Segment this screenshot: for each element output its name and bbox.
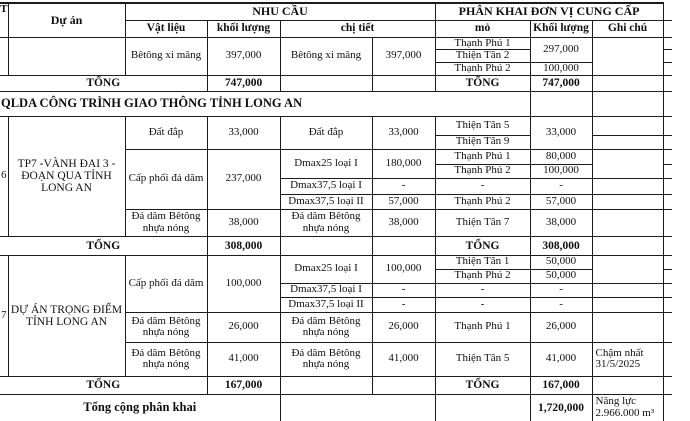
g3-dmax25-detail: Dmax25 loại I: [280, 255, 372, 283]
g3-r2-material: Đá dăm Bêtông nhựa nóng: [125, 312, 207, 342]
empty-cell: [280, 376, 372, 394]
g2-dmax25-mine-1-volume: 80,000: [530, 149, 592, 164]
g1-supply-total-label: TỔNG: [435, 75, 530, 91]
table-edge-stub: [663, 269, 672, 283]
th-phan-khai: PHÂN KHAI ĐƠN VỊ CUNG CẤP: [435, 3, 663, 20]
g2-r3-material: Đá dăm Bêtông nhựa nóng: [125, 209, 207, 236]
g1-mine-volume-3: 100,000: [530, 63, 592, 76]
g1-mine-3: Thạnh Phú 2: [435, 63, 530, 76]
g2-project: TP7 -VÀNH ĐAI 3 - ĐOẠN QUA TỈNH LONG AN: [8, 116, 125, 236]
th-vat-lieu: Vật liệu: [125, 20, 207, 37]
g3-dmax375-2-detail: Dmax37,5 loại II: [280, 297, 372, 312]
g3-dmax375-1-note-cell: [592, 283, 663, 297]
table-edge-stub: [663, 116, 672, 135]
table-edge-stub: [663, 255, 672, 269]
table-edge-stub: [663, 37, 672, 50]
g1-stt-cell: [0, 37, 8, 75]
g2-r3-detail: Đá dăm Bêtông nhựa nóng: [280, 209, 372, 236]
g3-r2-detail-volume: 26,000: [372, 312, 435, 342]
empty-cell: [435, 394, 530, 421]
empty-cell: [592, 91, 663, 116]
g3-project: DỰ ÁN TRỌNG ĐIỂM TỈNH LONG AN: [8, 255, 125, 376]
g2-r1-material: Đất đắp: [125, 116, 207, 149]
g2-dmax375-2-mine: Thạnh Phú 2: [435, 194, 530, 209]
table-edge-stub: [663, 91, 672, 116]
section-band-title: QLDA CÔNG TRÌNH GIAO THÔNG TỈNH LONG AN: [0, 91, 530, 116]
table-edge-stub: [663, 75, 672, 91]
empty-cell: [280, 394, 435, 421]
g3-dmax25-volume: 100,000: [372, 255, 435, 283]
g3-r3-detail: Đá dăm Bêtông nhựa nóng: [280, 342, 372, 376]
th-nhu-cau: NHU CẦU: [125, 3, 435, 20]
g2-r3-detail-volume: 38,000: [372, 209, 435, 236]
g2-dmax25-mine-2-volume: 100,000: [530, 164, 592, 178]
th-du-an: Dự án: [8, 3, 125, 37]
g2-r1-mine-volume: 33,000: [530, 116, 592, 149]
g2-r2-material: Cấp phối đá dăm: [125, 149, 207, 209]
table-edge-stub: [663, 283, 672, 297]
th-mo: mỏ: [435, 20, 530, 37]
table-edge-stub: [663, 194, 672, 209]
g3-dmax25-note-cell: [592, 255, 663, 283]
grand-total-volume: 1,720,000: [530, 394, 592, 421]
g2-r1-note-cell: [592, 116, 663, 135]
empty-cell: [280, 75, 372, 91]
th-khoi-luong-need: khối lượng: [207, 20, 280, 37]
g1-supply-total-volume: 747,000: [530, 75, 592, 91]
g2-r3-note-cell: [592, 209, 663, 236]
g3-r3-detail-volume: 41,000: [372, 342, 435, 376]
g1-total-volume: 747,000: [207, 75, 280, 91]
th-khoi-luong-supply: Khối lượng: [530, 20, 592, 37]
grand-total-label: Tổng cộng phân khai: [0, 394, 280, 421]
g3-r3-note: Chậm nhất 31/5/2025: [592, 342, 663, 376]
g2-supply-total-label: TỔNG: [435, 236, 530, 255]
g3-r3-mine-volume: 41,000: [530, 342, 592, 376]
table-edge-stub: [663, 297, 672, 312]
empty-cell: [372, 376, 435, 394]
th-stt: T: [0, 3, 8, 37]
g3-r2-mine: Thạnh Phú 1: [435, 312, 530, 342]
g2-dmax375-1-volume: -: [372, 178, 435, 194]
g2-dmax25-detail: Dmax25 loại I: [280, 149, 372, 178]
table-edge-stub: [663, 178, 672, 194]
g3-dmax375-2-mine: -: [435, 297, 530, 312]
table-edge-stub: [663, 312, 672, 342]
table-edge-stub: [663, 342, 672, 376]
empty-cell: [280, 236, 372, 255]
g3-r2-mine-volume: 26,000: [530, 312, 592, 342]
table-edge-stub: [663, 164, 672, 178]
g3-r3-material: Đá dăm Bêtông nhựa nóng: [125, 342, 207, 376]
g2-dmax375-1-mine-volume: -: [530, 178, 592, 194]
empty-cell: [372, 236, 435, 255]
g3-dmax375-1-mine-volume: -: [530, 283, 592, 297]
empty-cell: [592, 376, 663, 394]
g3-supply-total-label: TỔNG: [435, 376, 530, 394]
empty-cell: [592, 236, 663, 255]
g1-note-cell: [592, 37, 663, 75]
g3-r3-volume: 41,000: [207, 342, 280, 376]
g3-r1-volume: 100,000: [207, 255, 280, 312]
g2-r1-detail-volume: 33,000: [372, 116, 435, 149]
table-edge-stub: [663, 135, 672, 149]
grand-total-note: Năng lực 2.966.000 m³: [592, 394, 663, 421]
g2-dmax25-note-cell: [592, 149, 663, 178]
g2-dmax375-2-note-cell: [592, 194, 663, 209]
g1-mine-2: Thiện Tân 2: [435, 50, 530, 63]
g2-r1-volume: 33,000: [207, 116, 280, 149]
g2-r1-mine-2: Thiện Tân 9: [435, 135, 530, 149]
g3-r1-material: Cấp phối đá dăm: [125, 255, 207, 312]
g1-detail: Bêtông xi măng: [280, 37, 372, 75]
g2-dmax25-mine-1: Thạnh Phú 1: [435, 149, 530, 164]
g2-dmax375-1-detail: Dmax37,5 loại I: [280, 178, 372, 194]
g2-dmax375-2-mine-volume: 57,000: [530, 194, 592, 209]
g2-total-volume: 308,000: [207, 236, 280, 255]
g2-dmax375-2-volume: 57,000: [372, 194, 435, 209]
th-ghi-chu: Ghi chú: [592, 20, 663, 37]
empty-cell: [592, 75, 663, 91]
g2-total-label: TỔNG: [0, 236, 207, 255]
table-edge-stub: [663, 50, 672, 63]
g3-total-label: TỔNG: [0, 376, 207, 394]
g3-r2-note-cell: [592, 312, 663, 342]
g1-mine-volume-12: 297,000: [530, 37, 592, 63]
g2-supply-total-volume: 308,000: [530, 236, 592, 255]
g3-dmax25-mine-1: Thiện Tân 1: [435, 255, 530, 269]
g3-total-volume: 167,000: [207, 376, 280, 394]
g2-r1-mine-1: Thiện Tân 5: [435, 116, 530, 135]
empty-cell: [530, 91, 592, 116]
g1-material: Bêtông xi măng: [125, 37, 207, 75]
g2-r3-volume: 38,000: [207, 209, 280, 236]
g2-dmax375-1-mine: -: [435, 178, 530, 194]
g3-dmax375-1-detail: Dmax37,5 loại I: [280, 283, 372, 297]
g2-r1-note-cell-2: [592, 135, 663, 149]
g1-mine-1: Thạnh Phú 1: [435, 37, 530, 50]
table-edge-stub: [663, 236, 672, 255]
th-chi-tiet: chị tiết: [280, 20, 435, 37]
table-edge-stub: [663, 394, 672, 421]
g3-dmax25-mine-2-volume: 50,000: [530, 269, 592, 283]
g1-detail-volume: 397,000: [372, 37, 435, 75]
g3-dmax375-2-note-cell: [592, 297, 663, 312]
g3-r2-detail: Đá dăm Bêtông nhựa nóng: [280, 312, 372, 342]
g3-dmax375-2-volume: -: [372, 297, 435, 312]
g2-dmax375-2-detail: Dmax37,5 loại II: [280, 194, 372, 209]
g3-stt: 7: [0, 255, 8, 376]
table-edge-stub: [663, 3, 672, 20]
g3-r3-mine: Thiện Tân 5: [435, 342, 530, 376]
g1-project-cell: [8, 37, 125, 75]
g1-volume: 397,000: [207, 37, 280, 75]
g3-dmax375-2-mine-volume: -: [530, 297, 592, 312]
g2-dmax25-mine-2: Thạnh Phú 2: [435, 164, 530, 178]
g3-dmax375-1-volume: -: [372, 283, 435, 297]
g2-r1-detail: Đất đắp: [280, 116, 372, 149]
g2-r2-volume: 237,000: [207, 149, 280, 209]
g2-dmax25-volume: 180,000: [372, 149, 435, 178]
g3-dmax25-mine-2: Thạnh Phú 2: [435, 269, 530, 283]
g3-dmax375-1-mine: -: [435, 283, 530, 297]
g2-stt: 6: [0, 116, 8, 236]
g3-supply-total-volume: 167,000: [530, 376, 592, 394]
g2-r3-mine-volume: 38,000: [530, 209, 592, 236]
g2-r3-mine: Thiện Tân 7: [435, 209, 530, 236]
table-edge-stub: [663, 149, 672, 164]
table-edge-stub: [663, 63, 672, 76]
g2-dmax375-1-note-cell: [592, 178, 663, 194]
g3-dmax25-mine-1-volume: 50,000: [530, 255, 592, 269]
empty-cell: [372, 75, 435, 91]
table-edge-stub: [663, 376, 672, 394]
g3-r2-volume: 26,000: [207, 312, 280, 342]
table-edge-stub: [663, 20, 672, 37]
g1-total-label: TỔNG: [0, 75, 207, 91]
allocation-table: [0, 2, 672, 421]
table-edge-stub: [663, 209, 672, 236]
